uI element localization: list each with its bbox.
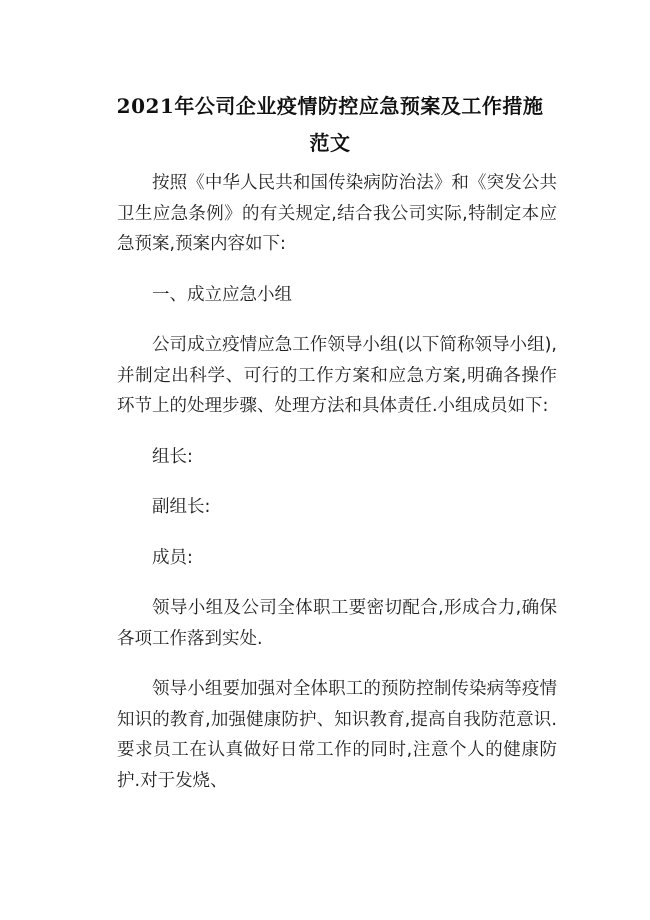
members-line: 成员:: [152, 547, 193, 568]
cooperation-paragraph: 领导小组及公司全体职工要密切配合,形成合力,确保各项工作落到实处.: [117, 598, 557, 649]
section-heading-emergency-group: 一、成立应急小组: [152, 284, 292, 305]
document-body: [117, 168, 557, 816]
group-leader-line: 组长:: [152, 446, 193, 467]
intro-paragraph: 按照《中华人民共和国传染病防治法》和《突发公共卫生应急条例》的有关规定,结合我公司实际,特制定本应急预案,预案内容如下:: [117, 173, 557, 254]
document-title: 2021年公司企业疫情防控应急预案及工作措施范文: [116, 94, 544, 155]
education-paragraph: 领导小组要加强对全体职工的预防控制传染病等疫情知识的教育,加强健康防护、知识教育,提高自我防范意识.要求员工在认真做好日常工作的同时,注意个人的健康防护.对于发烧、: [117, 679, 557, 791]
deputy-leader-line: 副组长:: [152, 497, 211, 517]
group-description-paragraph: 公司成立疫情应急工作领导小组(以下简称领导小组),并制定出科学、可行的工作方案和应急方案,明确各操作环节上的处理步骤、处理方法和具体责任.小组成员如下:: [117, 335, 557, 416]
